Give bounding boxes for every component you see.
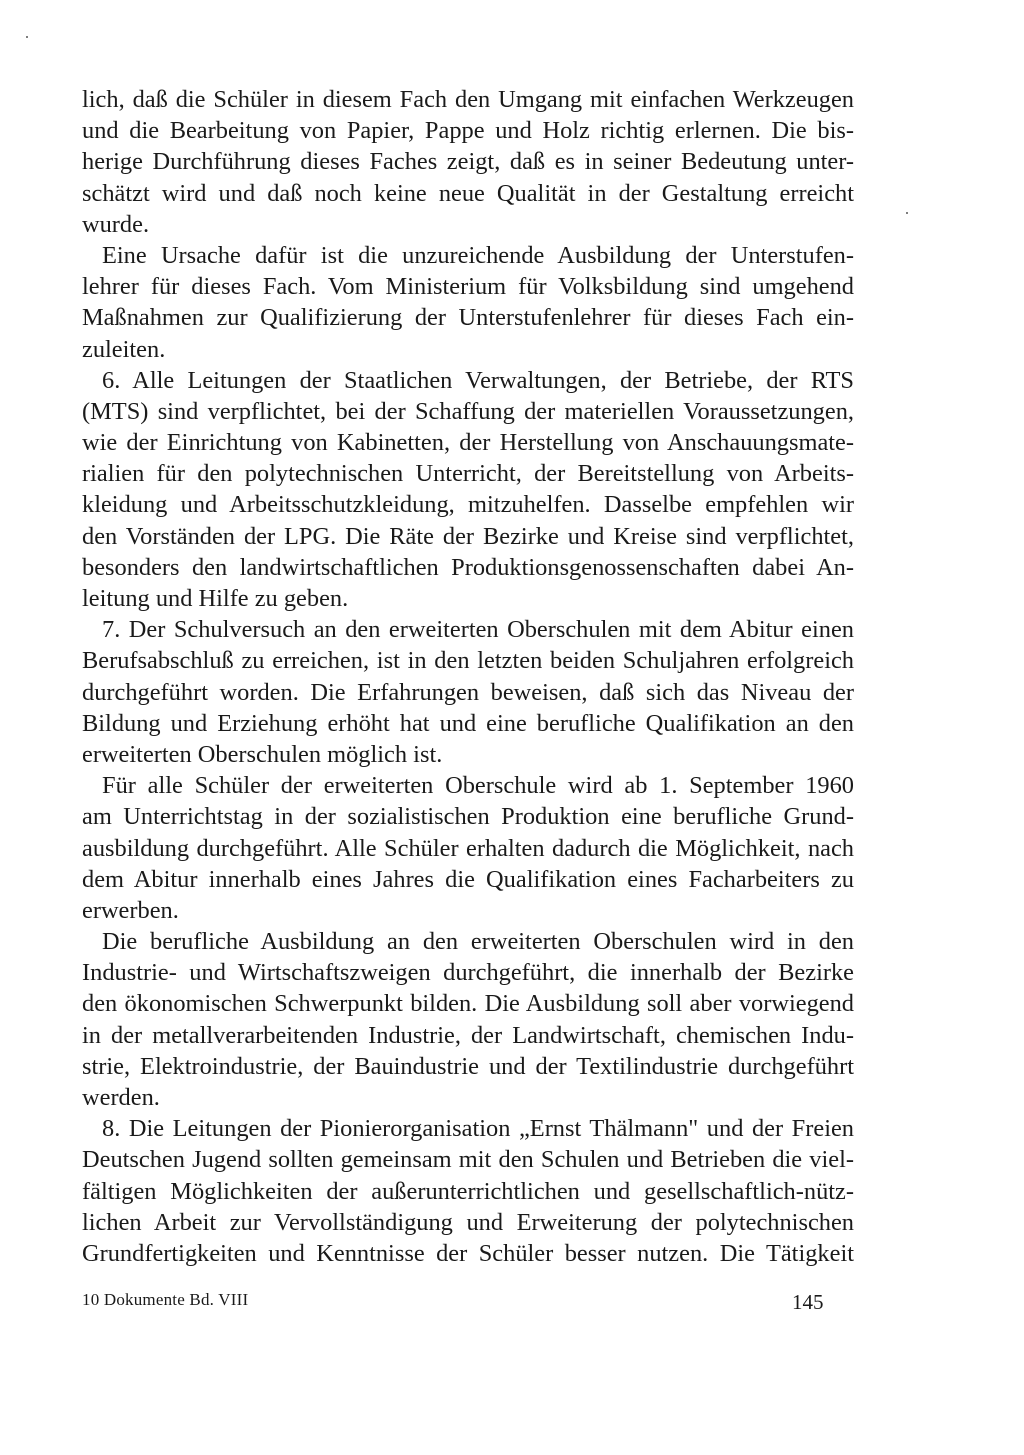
- text-line: erweiterten Oberschulen möglich ist.: [82, 740, 443, 768]
- text-line: erwerben.: [82, 896, 179, 924]
- text-line: strie, Elektroindustrie, der Bauindustrie und der Textilindustrie durchgeführt: [82, 1052, 854, 1080]
- scan-speck: [906, 212, 908, 214]
- text-line: Die berufliche Ausbildung an den erweiterten Oberschulen wird in den: [102, 928, 854, 956]
- text-line: lich, daß die Schüler in diesem Fach den Umgang mit einfachen Werkzeugen: [82, 86, 854, 113]
- text-line: Deutschen Jugend sollten gemeinsam mit den Schulen und Betrieben die viel-: [82, 1146, 854, 1174]
- text-line: lehrer für dieses Fach. Vom Ministerium für Volksbildung sind umgehend: [82, 273, 854, 301]
- text-line: Bildung und Erziehung erhöht hat und eine berufliche Qualifikation an den: [82, 709, 854, 737]
- text-line: dem Abitur innerhalb eines Jahres die Qualifikation eines Facharbeiters zu: [82, 865, 854, 893]
- text-line: rialien für den polytechnischen Unterricht, der Bereitstellung von Arbeits-: [82, 460, 854, 488]
- text-line: schätzt wird und daß noch keine neue Qualität in der Gestaltung erreicht: [82, 179, 854, 207]
- text-line: 6. Alle Leitungen der Staatlichen Verwaltungen, der Betriebe, der RTS: [102, 366, 854, 394]
- text-line: durchgeführt worden. Die Erfahrungen beweisen, daß sich das Niveau der: [82, 678, 854, 706]
- text-line: lichen Arbeit zur Vervollständigung und Erweiterung der polytechnischen: [82, 1208, 854, 1236]
- text-line: Eine Ursache dafür ist die unzureichende Ausbildung der Unterstufen-: [102, 241, 854, 269]
- text-line: Für alle Schüler der erweiterten Oberschule wird ab 1. September 1960: [102, 772, 854, 800]
- page-number: 145: [792, 1290, 824, 1314]
- text-line: (MTS) sind verpflichtet, bei der Schaffung der materiellen Voraussetzungen,: [82, 397, 854, 425]
- text-line: Grundfertigkeiten und Kenntnisse der Schüler besser nutzen. Die Tätigkeit: [82, 1239, 854, 1267]
- text-line: werden.: [82, 1084, 160, 1111]
- text-line: 7. Der Schulversuch an den erweiterten Oberschulen mit dem Abitur einen: [102, 616, 854, 644]
- text-line: fältigen Möglichkeiten der außerunterrichtlichen und gesellschaftlich-nütz-: [82, 1177, 854, 1205]
- text-line: 8. Die Leitungen der Pionierorganisation „Ernst Thälmann" und der Freien: [102, 1115, 854, 1143]
- text-line: ausbildung durchgeführt. Alle Schüler erhalten dadurch die Möglichkeit, nach: [82, 834, 854, 862]
- text-line: besonders den landwirtschaftlichen Produktionsgenossenschaften dabei An-: [82, 553, 854, 581]
- footer-signature: 10 Dokumente Bd. VIII: [82, 1290, 249, 1309]
- scan-speck: [26, 36, 28, 38]
- text-line: kleidung und Arbeitsschutzkleidung, mitzuhelfen. Dasselbe empfehlen wir: [82, 491, 854, 519]
- text-line: Maßnahmen zur Qualifizierung der Unterstufenlehrer für dieses Fach ein-: [82, 304, 854, 332]
- text-line: zuleiten.: [82, 335, 166, 363]
- text-line: leitung und Hilfe zu geben.: [82, 585, 349, 612]
- body-text: [82, 84, 854, 1269]
- text-line: wie der Einrichtung von Kabinetten, der Herstellung von Anschauungsmate-: [82, 429, 854, 457]
- text-line: und die Bearbeitung von Papier, Pappe und Holz richtig erlernen. Die bis-: [82, 117, 854, 145]
- text-line: am Unterrichtstag in der sozialistischen Produktion eine berufliche Grund-: [82, 803, 854, 831]
- text-line: den ökonomischen Schwerpunkt bilden. Die Ausbildung soll aber vorwiegend: [82, 990, 854, 1018]
- text-line: den Vorständen der LPG. Die Räte der Bezirke und Kreise sind verpflichtet,: [82, 522, 854, 550]
- text-line: Industrie- und Wirtschaftszweigen durchgeführt, die innerhalb der Bezirke: [82, 959, 854, 987]
- text-line: in der metallverarbeitenden Industrie, der Landwirtschaft, chemischen Indu-: [82, 1021, 854, 1049]
- text-line: wurde.: [82, 210, 150, 238]
- text-line: herige Durchführung dieses Faches zeigt, daß es in seiner Bedeutung unter-: [82, 148, 854, 176]
- text-line: Berufsabschluß zu erreichen, ist in den letzten beiden Schuljahren erfolgreich: [82, 647, 854, 675]
